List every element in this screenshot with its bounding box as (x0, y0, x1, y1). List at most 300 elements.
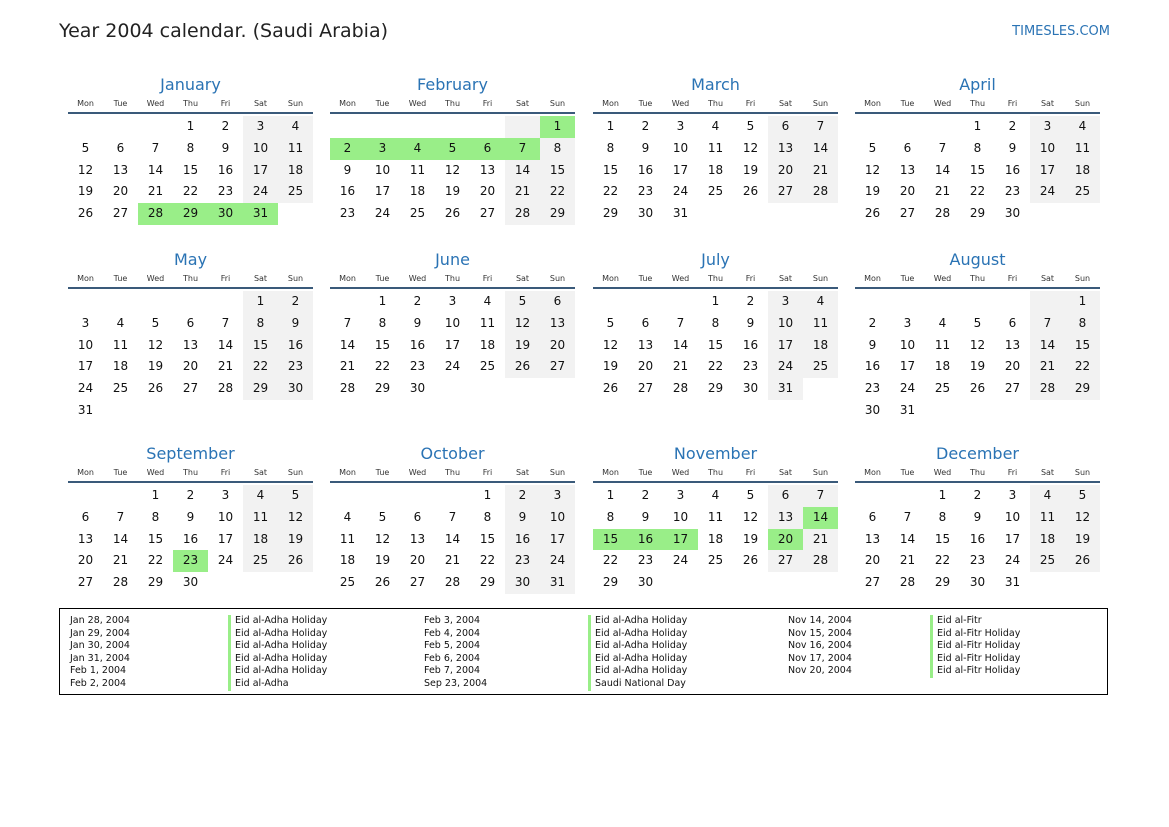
weekday-label: Wed (671, 468, 690, 477)
month-february (330, 74, 575, 225)
legend-row (70, 653, 398, 666)
day-cell: 2 (221, 119, 230, 133)
days-grid (855, 485, 1100, 594)
weekday-header (330, 465, 575, 483)
day-cell: 10 (768, 313, 803, 335)
day-cell: 20 (182, 359, 199, 374)
empty-cell (925, 400, 960, 422)
day-cell: 29 (1065, 378, 1100, 400)
month-name: August (949, 250, 1006, 269)
weekday-label: Tue (638, 99, 653, 108)
day-cell: 8 (1065, 313, 1100, 335)
empty-cell (68, 485, 103, 507)
day-cell: 28 (217, 381, 234, 396)
day-cell: 16 (278, 335, 313, 357)
weekday-label: Wed (933, 99, 952, 108)
legend-column (70, 615, 398, 691)
day-cell: 13 (409, 531, 426, 546)
month-name: September (146, 444, 235, 463)
day-cell: 7 (343, 315, 352, 330)
day-cell: 7 (938, 140, 947, 155)
day-cell: 22 (602, 184, 619, 199)
day-cell: 24 (672, 553, 689, 568)
month-july (593, 249, 838, 400)
legend-row (70, 678, 398, 691)
day-cell: 4 (711, 119, 720, 133)
days-grid (855, 116, 1100, 225)
day-cell: 16 (864, 359, 881, 374)
weekday-label: Fri (220, 99, 231, 108)
day-cell: 8 (483, 509, 492, 524)
day-cell: 29 (243, 378, 278, 400)
day-cell: 15 (147, 531, 164, 546)
empty-cell (593, 291, 628, 313)
day-cell: 19 (864, 184, 881, 199)
weekday-label: Sat (778, 99, 793, 108)
day-cell: 2 (868, 315, 877, 330)
empty-cell (330, 116, 365, 138)
weekday-label: Mon (339, 274, 356, 283)
days-grid (593, 485, 838, 594)
empty-cell (1030, 291, 1065, 313)
weekday-label: Mon (77, 99, 94, 108)
weekday-label: Sun (287, 274, 304, 283)
empty-cell (435, 116, 470, 138)
day-cell: 3 (1030, 116, 1065, 138)
day-cell: 27 (540, 356, 575, 378)
weekday-label: Wed (146, 468, 165, 477)
days-grid (593, 116, 838, 225)
weekday-label: Wed (671, 99, 690, 108)
day-cell: 4 (483, 294, 492, 308)
day-cell: 30 (637, 206, 654, 221)
day-cell: 9 (746, 315, 755, 330)
day-cell: 11 (934, 337, 951, 352)
day-cell: 5 (278, 485, 313, 507)
weekday-label: Sat (1040, 99, 1055, 108)
day-cell: 24 (374, 206, 391, 221)
empty-cell (803, 203, 838, 225)
day-cell: 5 (151, 315, 160, 330)
empty-cell (470, 116, 505, 138)
day-cell: 3 (81, 315, 90, 330)
day-cell: 2 (278, 291, 313, 313)
day-cell: 3 (903, 315, 912, 330)
empty-cell (803, 572, 838, 594)
empty-cell (540, 378, 575, 400)
empty-cell (925, 116, 960, 138)
weekday-label: Wed (146, 99, 165, 108)
day-cell: 11 (1065, 138, 1100, 160)
day-cell: 23 (278, 356, 313, 378)
day-cell: 13 (899, 162, 916, 177)
day-cell: 15 (182, 162, 199, 177)
day-cell: 22 (479, 553, 496, 568)
day-cell: 8 (606, 509, 615, 524)
day-cell: 10 (444, 315, 461, 330)
day-cell: 19 (444, 184, 461, 199)
month-name: November (673, 444, 758, 463)
day-cell: 13 (77, 531, 94, 546)
day-cell: 26 (278, 550, 313, 572)
day-cell: 31 (768, 378, 803, 400)
day-cell: 8 (540, 138, 575, 160)
empty-cell (803, 378, 838, 400)
weekday-label: Sun (287, 99, 304, 108)
legend-column (788, 615, 1100, 678)
day-cell: 3 (540, 485, 575, 507)
day-cell: 10 (77, 337, 94, 352)
holiday-legend (59, 608, 1108, 695)
day-cell: 10 (1004, 509, 1021, 524)
day-cell: 22 (243, 356, 278, 378)
weekday-label: Sat (778, 274, 793, 283)
day-cell: 22 (1065, 356, 1100, 378)
day-cell: 21 (444, 553, 461, 568)
month-june (330, 249, 575, 400)
day-cell: 26 (147, 381, 164, 396)
weekday-label: Mon (339, 468, 356, 477)
day-cell: 11 (707, 140, 724, 155)
month-may (68, 249, 313, 422)
day-cell: 27 (768, 181, 803, 203)
day-cell: 21 (934, 184, 951, 199)
empty-cell (663, 572, 698, 594)
day-cell: 7 (151, 140, 160, 155)
day-cell: 24 (672, 184, 689, 199)
legend-row (424, 665, 758, 678)
day-cell: 5 (435, 138, 470, 160)
day-cell: 17 (899, 359, 916, 374)
day-cell: 4 (400, 138, 435, 160)
day-cell: 16 (969, 531, 986, 546)
day-cell: 3 (448, 294, 457, 308)
day-cell: 20 (112, 184, 129, 199)
day-cell: 1 (151, 488, 160, 502)
weekday-label: Mon (339, 99, 356, 108)
site-link[interactable]: TIMESLES.COM (1012, 24, 1110, 39)
day-cell: 25 (707, 553, 724, 568)
empty-cell (890, 485, 925, 507)
day-cell: 13 (768, 138, 803, 160)
day-cell: 16 (628, 529, 663, 551)
day-cell: 8 (378, 315, 387, 330)
day-cell: 13 (540, 313, 575, 335)
day-cell: 25 (1030, 550, 1065, 572)
empty-cell (173, 291, 208, 313)
day-cell: 18 (339, 553, 356, 568)
weekday-label: Sat (515, 274, 530, 283)
holiday-name: Eid al-Fitr Holiday (930, 653, 1020, 666)
weekday-label: Mon (864, 274, 881, 283)
legend-row (70, 640, 398, 653)
weekday-label: Fri (745, 274, 756, 283)
day-cell: 1 (973, 119, 982, 133)
weekday-label: Fri (745, 99, 756, 108)
day-cell: 22 (934, 553, 951, 568)
day-cell: 13 (864, 531, 881, 546)
day-cell: 6 (81, 509, 90, 524)
month-name: January (160, 75, 221, 94)
weekday-label: Thu (969, 99, 986, 108)
holiday-date: Jan 30, 2004 (70, 640, 130, 652)
day-cell: 29 (934, 575, 951, 590)
day-cell: 17 (374, 184, 391, 199)
day-cell: 26 (505, 356, 540, 378)
legend-row (70, 665, 398, 678)
day-cell: 25 (278, 181, 313, 203)
day-cell: 19 (147, 359, 164, 374)
weekday-label: Thu (969, 274, 986, 283)
day-cell: 25 (339, 575, 356, 590)
day-cell: 16 (182, 531, 199, 546)
day-cell: 21 (803, 529, 838, 551)
day-cell: 21 (1030, 356, 1065, 378)
day-cell: 20 (768, 529, 803, 551)
day-cell: 2 (413, 294, 422, 308)
day-cell: 26 (602, 381, 619, 396)
weekday-label: Thu (969, 468, 986, 477)
weekday-label: Wed (671, 274, 690, 283)
day-cell: 2 (641, 488, 650, 502)
day-cell: 30 (742, 381, 759, 396)
holiday-name: Eid al-Adha Holiday (588, 640, 687, 653)
day-cell: 6 (641, 315, 650, 330)
empty-cell (628, 291, 663, 313)
empty-cell (1065, 572, 1100, 594)
day-cell: 4 (711, 488, 720, 502)
weekday-label: Tue (375, 99, 390, 108)
month-march (593, 74, 838, 225)
holiday-date: Feb 4, 2004 (424, 627, 481, 639)
day-cell: 12 (969, 337, 986, 352)
day-cell: 4 (1030, 485, 1065, 507)
day-cell: 28 (803, 181, 838, 203)
weekday-label: Thu (444, 468, 461, 477)
legend-row (424, 615, 758, 628)
legend-row (788, 665, 1100, 678)
days-grid (330, 116, 575, 225)
weekday-label: Mon (864, 99, 881, 108)
weekday-label: Sun (549, 274, 566, 283)
empty-cell (400, 116, 435, 138)
day-cell: 20 (1004, 359, 1021, 374)
weekday-label: Sun (1074, 274, 1091, 283)
empty-cell (365, 485, 400, 507)
day-cell: 22 (707, 359, 724, 374)
weekday-label: Thu (707, 274, 724, 283)
day-cell: 27 (899, 206, 916, 221)
day-cell: 24 (540, 550, 575, 572)
day-cell: 7 (221, 315, 230, 330)
day-cell: 20 (479, 184, 496, 199)
empty-cell (855, 116, 890, 138)
day-cell: 21 (112, 553, 129, 568)
day-cell: 12 (864, 162, 881, 177)
day-cell: 27 (864, 575, 881, 590)
day-cell: 12 (742, 509, 759, 524)
empty-cell (173, 400, 208, 422)
day-cell: 15 (540, 160, 575, 182)
day-cell: 23 (409, 359, 426, 374)
holiday-name: Eid al-Adha Holiday (228, 640, 327, 653)
empty-cell (995, 400, 1030, 422)
holiday-date: Feb 3, 2004 (424, 615, 481, 626)
day-cell: 31 (540, 572, 575, 594)
day-cell: 6 (768, 485, 803, 507)
day-cell: 11 (409, 162, 426, 177)
day-cell: 25 (243, 550, 278, 572)
day-cell: 6 (186, 315, 195, 330)
day-cell: 24 (899, 381, 916, 396)
day-cell: 11 (112, 337, 129, 352)
holiday-date: Jan 29, 2004 (70, 627, 130, 639)
holiday-date: Jan 31, 2004 (70, 652, 130, 664)
day-cell: 3 (365, 138, 400, 160)
month-name: April (959, 75, 996, 94)
day-cell: 13 (768, 507, 803, 529)
day-cell: 27 (77, 575, 94, 590)
day-cell: 15 (243, 335, 278, 357)
day-cell: 6 (413, 509, 422, 524)
day-cell: 13 (637, 337, 654, 352)
weekday-label: Tue (900, 274, 915, 283)
month-november (593, 443, 838, 594)
empty-cell (138, 400, 173, 422)
weekday-label: Thu (444, 274, 461, 283)
empty-cell (470, 378, 505, 400)
empty-cell (1065, 203, 1100, 225)
day-cell: 11 (803, 313, 838, 335)
month-august (855, 249, 1100, 422)
day-cell: 1 (186, 119, 195, 133)
day-cell: 23 (505, 550, 540, 572)
day-cell: 19 (1065, 529, 1100, 551)
legend-row (424, 628, 758, 641)
empty-cell (243, 572, 278, 594)
day-cell: 21 (505, 181, 540, 203)
weekday-label: Sat (253, 274, 268, 283)
day-cell: 25 (479, 359, 496, 374)
day-cell: 26 (77, 206, 94, 221)
day-cell: 8 (711, 315, 720, 330)
day-cell: 9 (505, 507, 540, 529)
day-cell: 7 (803, 116, 838, 138)
weekday-label: Tue (113, 274, 128, 283)
day-cell: 18 (707, 162, 724, 177)
day-cell: 15 (602, 162, 619, 177)
day-cell: 10 (243, 138, 278, 160)
empty-cell (768, 572, 803, 594)
day-cell: 2 (641, 119, 650, 133)
day-cell: 2 (330, 138, 365, 160)
day-cell: 27 (768, 550, 803, 572)
day-cell: 23 (1004, 184, 1021, 199)
day-cell: 16 (1004, 162, 1021, 177)
day-cell: 6 (116, 140, 125, 155)
day-cell: 31 (672, 206, 689, 221)
day-cell: 22 (374, 359, 391, 374)
empty-cell (890, 291, 925, 313)
day-cell: 27 (1004, 381, 1021, 396)
holiday-name: Eid al-Fitr Holiday (930, 640, 1020, 653)
day-cell: 25 (409, 206, 426, 221)
day-cell: 6 (470, 138, 505, 160)
day-cell: 18 (479, 337, 496, 352)
day-cell: 12 (602, 337, 619, 352)
day-cell: 19 (505, 335, 540, 357)
weekday-label: Wed (933, 468, 952, 477)
day-cell: 22 (969, 184, 986, 199)
weekday-label: Sat (515, 468, 530, 477)
day-cell: 5 (81, 140, 90, 155)
empty-cell (138, 116, 173, 138)
empty-cell (243, 400, 278, 422)
day-cell: 17 (444, 337, 461, 352)
day-cell: 19 (374, 553, 391, 568)
holiday-name: Eid al-Adha Holiday (588, 653, 687, 666)
weekday-label: Sun (812, 99, 829, 108)
day-cell: 29 (374, 381, 391, 396)
holiday-name: Eid al-Adha Holiday (228, 653, 327, 666)
day-cell: 9 (221, 140, 230, 155)
holiday-name: Eid al-Adha Holiday (588, 665, 687, 678)
day-cell: 10 (374, 162, 391, 177)
day-cell: 8 (151, 509, 160, 524)
day-cell: 2 (505, 485, 540, 507)
day-cell: 30 (637, 575, 654, 590)
weekday-label: Tue (375, 468, 390, 477)
day-cell: 13 (182, 337, 199, 352)
month-name: March (691, 75, 740, 94)
day-cell: 24 (217, 553, 234, 568)
weekday-label: Fri (220, 274, 231, 283)
weekday-label: Mon (77, 274, 94, 283)
day-cell: 26 (742, 553, 759, 568)
day-cell: 17 (77, 359, 94, 374)
days-grid (68, 116, 313, 225)
day-cell: 29 (147, 575, 164, 590)
day-cell: 27 (637, 381, 654, 396)
weekday-label: Thu (707, 468, 724, 477)
day-cell: 27 (112, 206, 129, 221)
weekday-label: Sat (1040, 274, 1055, 283)
day-cell: 1 (378, 294, 387, 308)
day-cell: 4 (243, 485, 278, 507)
day-cell: 1 (606, 488, 615, 502)
weekday-label: Mon (602, 468, 619, 477)
holiday-name: Eid al-Adha Holiday (228, 628, 327, 641)
day-cell: 16 (409, 337, 426, 352)
day-cell: 25 (707, 184, 724, 199)
day-cell: 17 (663, 529, 698, 551)
holiday-name: Eid al-Fitr (930, 615, 982, 628)
day-cell: 21 (147, 184, 164, 199)
day-cell: 17 (768, 335, 803, 357)
day-cell: 4 (1065, 116, 1100, 138)
day-cell: 17 (1004, 531, 1021, 546)
holiday-name: Eid al-Adha Holiday (588, 628, 687, 641)
day-cell: 12 (1065, 507, 1100, 529)
day-cell: 23 (864, 381, 881, 396)
weekday-label: Fri (1007, 274, 1018, 283)
holiday-name: Eid al-Fitr Holiday (930, 665, 1020, 678)
weekday-label: Fri (482, 468, 493, 477)
holiday-date: Feb 6, 2004 (424, 652, 481, 664)
page-title: Year 2004 calendar. (Saudi Arabia) (59, 20, 388, 42)
empty-cell (855, 485, 890, 507)
weekday-header (593, 96, 838, 114)
